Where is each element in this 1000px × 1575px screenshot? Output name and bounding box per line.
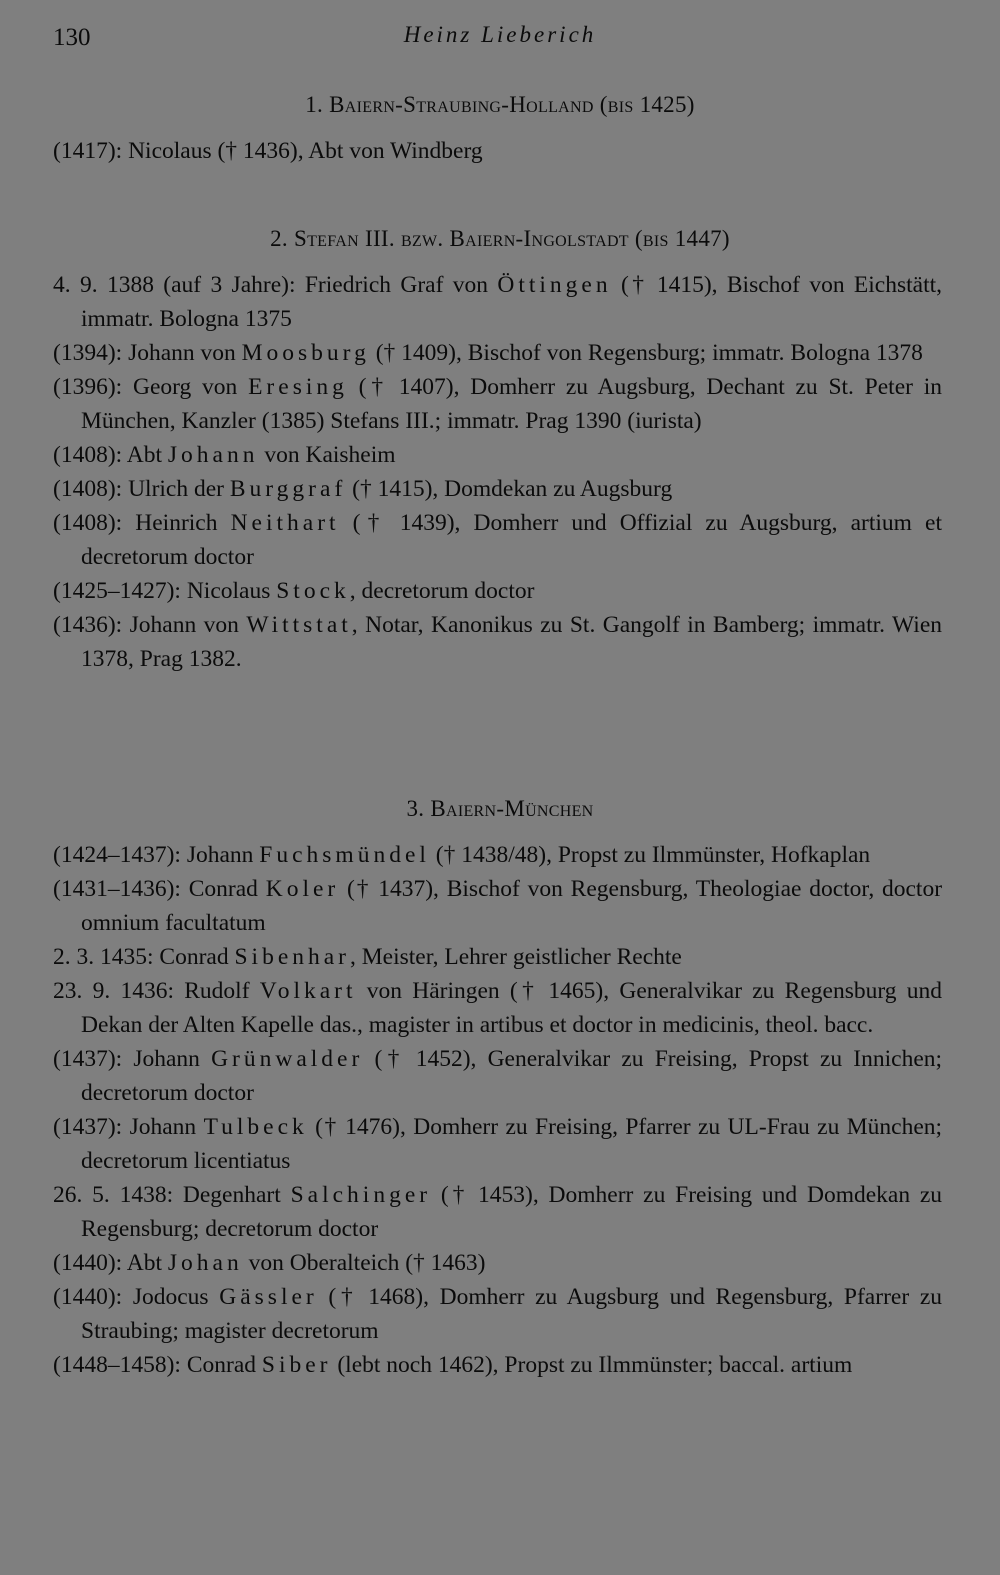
entry-date: 4. 9. 1388 (auf 3 Jahre): bbox=[53, 272, 296, 298]
entry bbox=[53, 1246, 942, 1280]
entry bbox=[53, 608, 942, 676]
entry-person-name: Moosburg bbox=[241, 340, 370, 366]
entry-text-before-name: Johann bbox=[129, 1114, 197, 1140]
entry-date: (1437): bbox=[53, 1046, 123, 1072]
entry-date: (1425–1427): bbox=[53, 578, 181, 604]
entry-person-name: Volkart bbox=[259, 978, 357, 1004]
entry-text-before-name: Friedrich Graf von bbox=[304, 272, 488, 298]
entry bbox=[53, 838, 942, 872]
entry-date: (1424–1437): bbox=[53, 842, 181, 868]
entry-text-before-name: Rudolf bbox=[184, 978, 250, 1004]
entry-text-before-name: Abt bbox=[126, 442, 163, 468]
entry-text-after-name: , Notar, Kanonikus zu St. Gangolf in Bamberg; immatr. Wien 1378, Prag 1382. bbox=[81, 612, 942, 672]
entry-text-after-name: († 1476), Domherr zu Freising, Pfarrer zu UL-Frau zu München; decretorum licentiatus bbox=[81, 1114, 943, 1174]
entry bbox=[53, 472, 942, 506]
entry bbox=[53, 134, 942, 168]
entry-date: 2. 3. 1435: bbox=[53, 944, 154, 970]
entry-text-after-name: , Meister, Lehrer geistlicher Rechte bbox=[350, 944, 682, 970]
entry-text-after-name: († 1452), Generalvikar zu Freising, Propst zu Innichen; decretorum doctor bbox=[81, 1046, 943, 1106]
entry bbox=[53, 370, 943, 438]
entry-list bbox=[0, 838, 1000, 1382]
entry-person-name: Gässler bbox=[219, 1284, 318, 1310]
entry bbox=[53, 1042, 943, 1110]
entry-person-name: Siber bbox=[261, 1352, 332, 1378]
entry bbox=[53, 336, 942, 370]
section-heading: 2. Stefan III. bzw. Baiern-Ingolstadt (bis 1447) bbox=[270, 226, 730, 251]
entry-text-after-name: († 1407), Domherr zu Augsburg, Dechant zu St. Peter in München, Kanzler (1385) Stefans III.; immatr. Prag 1390 (iurista) bbox=[81, 374, 943, 434]
entry-date: (1440): bbox=[53, 1250, 123, 1276]
entry-list bbox=[0, 268, 1000, 676]
running-head: Heinz Lieberich bbox=[403, 22, 597, 47]
entry bbox=[53, 574, 942, 608]
entry bbox=[53, 506, 942, 574]
entry bbox=[53, 438, 942, 472]
entry bbox=[53, 974, 942, 1042]
entry-date: 23. 9. 1436: bbox=[53, 978, 174, 1004]
entry-text-after-name: († 1415), Domdekan zu Augsburg bbox=[352, 476, 673, 502]
entry-person-name: Burggraf bbox=[229, 476, 347, 502]
entry-text-after-name: († 1439), Domherr und Offizial zu Augsburg, artium et decretorum doctor bbox=[81, 510, 942, 570]
entry-text-after-name: († 1415), Bischof von Eichstätt, immatr. Bologna 1375 bbox=[81, 272, 943, 332]
entry-text-before-name: Johann von bbox=[129, 612, 239, 638]
entry-text-before-name: Johann bbox=[133, 1046, 200, 1072]
entry bbox=[53, 1110, 943, 1178]
entry bbox=[53, 268, 943, 336]
entry-date: (1408): bbox=[53, 476, 123, 502]
entry-text-after-name: von Kaisheim bbox=[264, 442, 396, 468]
entry-person-name: Grünwalder bbox=[211, 1046, 364, 1072]
entry-person-name: Öttingen bbox=[497, 272, 612, 298]
entry-person-name: Sibenhar bbox=[234, 944, 351, 970]
entry-person-name: Tulbeck bbox=[203, 1114, 308, 1140]
entry-text-before-name: Conrad bbox=[186, 1352, 256, 1378]
entry-text-after-name: († 1453), Domherr zu Freising und Domdekan zu Regensburg; decretorum doctor bbox=[81, 1182, 943, 1242]
entry-text-after-name: († 1438/48), Propst zu Ilmmünster, Hofkaplan bbox=[435, 842, 871, 868]
entry-text-after-name: († 1437), Bischof von Regensburg, Theologiae doctor, doctor omnium facultatum bbox=[81, 876, 943, 936]
entry-text-before-name: Ulrich der bbox=[128, 476, 224, 502]
entry-date: (1431–1436): bbox=[53, 876, 181, 902]
entry bbox=[53, 1348, 942, 1382]
entry-date: (1394): bbox=[53, 340, 123, 366]
entry-text-after-name: von Häringen († 1465), Generalvikar zu Regensburg und Dekan der Alten Kapelle das., magister in artibus et doctor in medicinis, theol. bacc. bbox=[81, 978, 942, 1038]
entry-person-name: Fuchsmündel bbox=[259, 842, 430, 868]
entry-text-before-name: Conrad bbox=[159, 944, 229, 970]
entry-date: (1440): bbox=[53, 1284, 123, 1310]
entry bbox=[53, 1280, 942, 1348]
entry-date: 26. 5. 1438: bbox=[53, 1182, 174, 1208]
entry-text-after-name: († 1468), Domherr zu Augsburg und Regensburg, Pfarrer zu Straubing; magister decretorum bbox=[81, 1284, 942, 1344]
section-baiern-muenchen bbox=[0, 792, 1000, 1382]
entry-text-before-name: Georg von bbox=[132, 374, 238, 400]
entry-text-after-name: († 1409), Bischof von Regensburg; immatr. Bologna 1378 bbox=[375, 340, 923, 366]
page-number: 130 bbox=[53, 24, 91, 51]
entry bbox=[53, 872, 943, 940]
entry-person-name: Wittstat bbox=[246, 612, 352, 638]
entry-date: (1396): bbox=[53, 374, 123, 400]
section-heading: 3. Baiern-München bbox=[406, 796, 594, 821]
entry-date: (1408): bbox=[53, 510, 123, 536]
entry-date: (1408): bbox=[53, 442, 123, 468]
entry-text-before-name: Johann bbox=[186, 842, 254, 868]
entry-text-before-name: Johann von bbox=[128, 340, 236, 366]
entry-text-after-name: von Oberalteich († 1463) bbox=[248, 1250, 486, 1276]
entry-text-before-name: Jodocus bbox=[132, 1284, 209, 1310]
section-stefan-iii-baiern-ingolstadt bbox=[0, 222, 1000, 676]
entry-person-name: Johan bbox=[167, 1250, 243, 1276]
entry-person-name: Neithart bbox=[230, 510, 340, 536]
entry-list bbox=[0, 134, 1000, 168]
entry-text-before-name: Degenhart bbox=[182, 1182, 281, 1208]
section-heading: 1. Baiern-Straubing-Holland (bis 1425) bbox=[305, 92, 695, 117]
entry-text-before-name: Conrad bbox=[188, 876, 258, 902]
entry-date: (1437): bbox=[53, 1114, 123, 1140]
entry-person-name: Salchinger bbox=[290, 1182, 432, 1208]
entry-date: (1448–1458): bbox=[53, 1352, 181, 1378]
entry-person-name: Koler bbox=[265, 876, 340, 902]
entry-text-before-name: Abt bbox=[126, 1250, 163, 1276]
entry-text-before-name: Heinrich bbox=[135, 510, 218, 536]
page-header bbox=[0, 20, 1000, 56]
entry-person-name: Johann bbox=[167, 442, 259, 468]
section-baiern-straubing-holland bbox=[0, 88, 1000, 168]
entry-text-after-name: , decretorum doctor bbox=[349, 578, 535, 604]
entry-person-name: Stock bbox=[276, 578, 350, 604]
entry-date: (1417): bbox=[53, 138, 123, 164]
entry-text-after-name: (lebt noch 1462), Propst zu Ilmmünster; baccal. artium bbox=[337, 1352, 853, 1378]
entry-text-before-name: Nicolaus († 1436), Abt von Windberg bbox=[128, 138, 483, 164]
entry bbox=[53, 940, 942, 974]
entry-text-before-name: Nicolaus bbox=[186, 578, 271, 604]
entry-person-name: Eresing bbox=[248, 374, 348, 400]
entry bbox=[53, 1178, 943, 1246]
entry-date: (1436): bbox=[53, 612, 123, 638]
